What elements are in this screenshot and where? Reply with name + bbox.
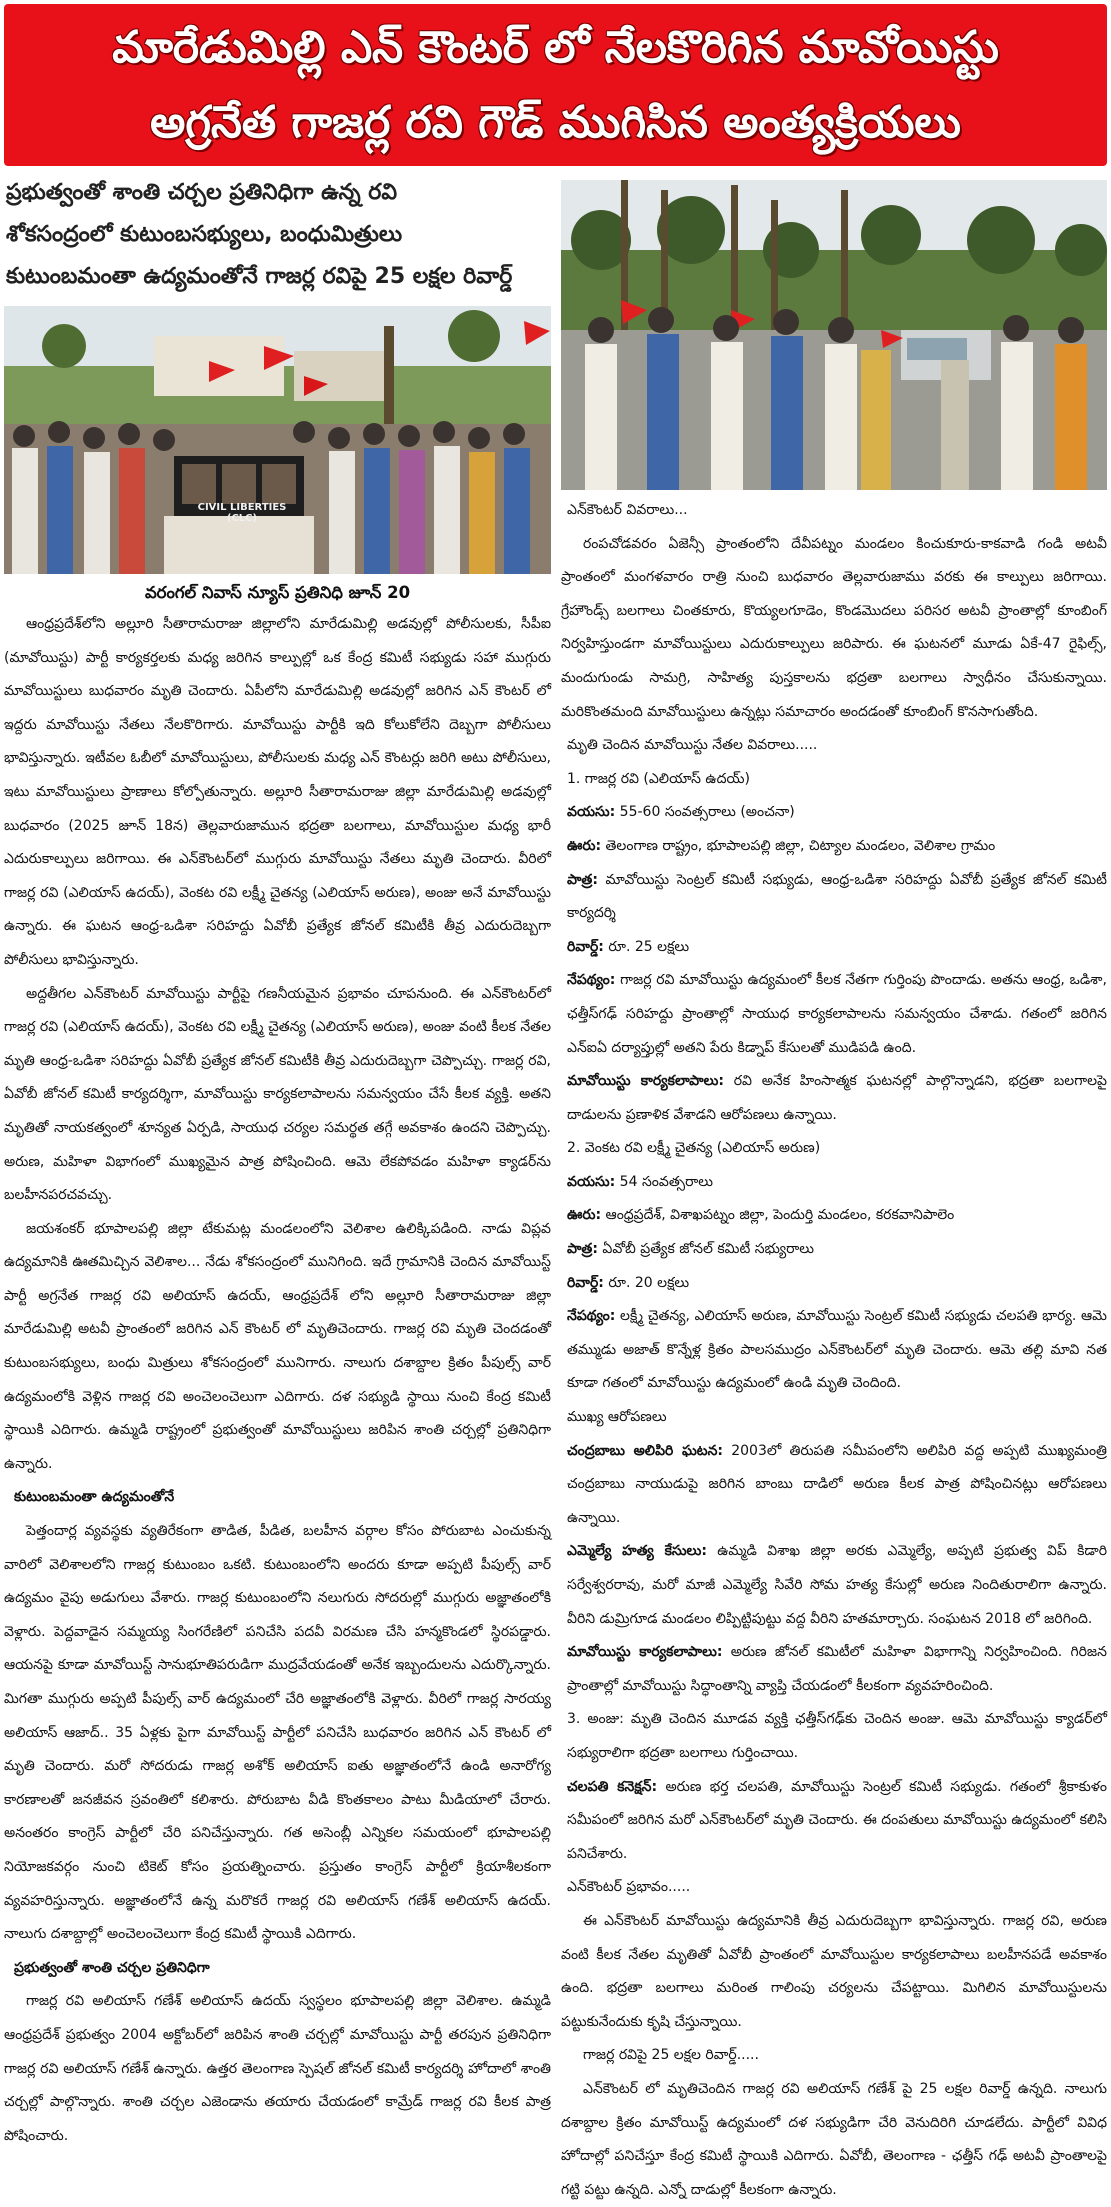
right-column <box>561 172 1108 2198</box>
section-heading: కుటుంబమంతా ఉద్యమంతోనే <box>14 1489 175 1506</box>
section-label: ఎన్‌కౌంటర్ ప్రభావం..... <box>567 1879 691 1896</box>
paragraph: గాజర్ల రవి అలియాస్ గణేశ్ అలియాస్ ఉదయ్ స్వస్థలం భూపాలపల్లి జిల్లా వెలిశాల. ఉమ్మడి ఆంధ్రప్రదేశ్ ప్రభుత్వం 2004 అక్టోబర్‌లో జరిపిన శాంతి చర్చల్లో మావోయిస్టు పార్టీ తరపున ప్రతినిధిగా గాజర్ల రవి అలియాస్ గణేశ్ ఉన్నారు. ఉత్తర తెలంగాణ స్పెషల్ జోనల్ కమిటీ కార్యదర్శి హోదాలో శాంతి చర్చల్లో పాల్గొన్నారు. శాంతి చర్చల ఎజెండాను తయారు చేయడంలో కామ్రేడ్ గాజర్ల రవి కీలక పాత్ర పోషించారు. <box>4 1993 551 2144</box>
detail-field <box>561 1267 1107 1301</box>
headline-line-2: అగ్రనేత గాజర్ల రవి గౌడ్ ముగిసిన అంత్యక్రియలు <box>150 96 961 148</box>
detail-field <box>561 931 1107 965</box>
paragraph: ఎన్‌కౌంటర్ లో మృతిచెందిన గాజర్ల రవి అలియాస్ గణేశ్ పై 25 లక్షల రివార్డ్ ఉన్నది. నాలుగు దశాబ్దాల క్రితం మావోయిస్ట్ ఉద్యమంలో దళ సభ్యుడిగా చేరి వెనుదిరిగి చూడలేదు. పార్టీలో వివిధ హోదాల్లో పనిచేస్తూ కేంద్ర కమిటీ స్థాయికి ఎదిగారు. ఏవోబీ, తెలంగాణ - ఛత్తీస్ గఢ్ అటవీ ప్రాంతాలపై గట్టి పట్టు ఉన్నది. ఎన్నో దాడుల్లో కీలకంగా ఉన్నారు. <box>561 2080 1107 2198</box>
detail-field <box>561 1535 1107 1636</box>
paragraph: రంపచోడవరం ఏజెన్సీ ప్రాంతంలోని దేవీపట్నం మండలం కించుకూరు-కాకవాడి గండి అటవీ ప్రాంతంలో మంగళవారం రాత్రి నుంచి బుధవారం తెల్లవారుజాము వరకు ఈ కాల్పులు జరిగాయి. గ్రేహౌండ్స్ బలగాలు చింతకూరు, కొయ్యలగూడెం, కొండమొదలు పరిసర అటవీ ప్రాంతాల్లో కూంబింగ్ నిర్వహిస్తుండగా మావోయిస్టులు ఎదురుకాల్పులు జరిపారు. ఈ ఘటనలో మూడు ఏకే-47 రైఫిల్స్, మందుగుండు సామగ్రి, సాహిత్య పుస్తకాలను భద్రతా బలగాలు స్వాధీనం చేసుకున్నాయి. మరికొంతమంది మావోయిస్టులు ఉన్నట్లు సమాచారం అందడంతో కూంబింగ్ కొనసాగుతోంది. <box>561 535 1107 720</box>
detail-field <box>561 830 1107 864</box>
section-heading: ప్రభుత్వంతో శాంతి చర్చల ప్రతినిధిగా <box>14 1959 210 1976</box>
detail-field <box>561 1233 1107 1267</box>
funeral-procession-photo <box>4 306 551 574</box>
field-value: లక్ష్మీ చైతన్య, ఎలియాస్ అరుణ, మావోయిస్టు సెంట్రల్ కమిటీ సభ్యుడు చలపతి భార్య. ఆమె తమ్ముడు అజాత్ కొన్నేళ్ల క్రితం పాలసముద్రం ఎన్‌కౌంటర్‌లో మృతి చెందారు. ఆమె తల్లి మావి నత కూడా గతంలో మావోయిస్టు ఉద్యమంలో ఉండి మృతి చెందింది. <box>567 1308 1107 1392</box>
field-value: 55-60 సంవత్సరాలు (అంచనా) <box>615 804 795 821</box>
detail-field <box>561 763 1107 797</box>
civil-liberties-banner-text: CIVIL LIBERTIES (CLC) <box>197 502 287 524</box>
paragraph: పెత్తందార్ల వ్యవస్థకు వ్యతిరేకంగా తాడిత, పీడిత, బలహీన వర్గాల కోసం పోరుబాట ఎంచుకున్న వారిలో వెలిశాలలోని గాజర్ల కుటుంబం ఒకటి. కుటుంబంలోని అందరు కూడా అప్పటి పీపుల్స్ వార్ ఉద్యమం వైపు అడుగులు వేశారు. గాజర్ల కుటుంబంలోని నలుగురు సోదరుల్లో ముగ్గురు అజ్ఞాతంలోకి వెళ్లారు. పెద్దవాడైన సమ్మయ్య సింగరేణిలో పనిచేసి పదవీ విరమణ చేసి హన్మకొండలో స్థిరపడ్డారు. ఆయనపై కూడా మావోయిస్ట్ సానుభూతిపరుడిగా ముద్రవేయడంతో అనేక ఇబ్బందులను ఎదుర్కొన్నారు. మిగతా ముగ్గురు అప్పటి పీపుల్స్ వార్ ఉద్యమంలో చేరి అజ్ఞాతంలోకి వెళ్లారు. వీరిలో గాజర్ల సారయ్య అలియాస్ ఆజాద్.. 35 ఏళ్లకు పైగా మావోయిస్ట్ పార్టీలో పనిచేసి బుధవారం జరిగిన ఎన్ కౌంటర్ లో మృతి చెందారు. మరో సోదరుడు గాజర్ల అశోక్ అలియాస్ ఐతు అజ్ఞాతంలోనే ఉండి అనారోగ్య కారణాలతో జనజీవన స్రవంతిలో కలిశారు. పోరుబాట వీడి కొంతకాలం పాటు మీడియాలో చేరారు. అనంతరం కాంగ్రెస్ పార్టీలో చేరి పనిచేస్తున్నారు. గత అసెంబ్లీ ఎన్నికల సమయంలో భూపాలపల్లి నియోజకవర్గం నుంచి టికెట్ కోసం ప్రయత్నించారు. ప్రస్తుతం కాంగ్రెస్ పార్టీలో క్రియాశీలకంగా వ్యవహరిస్తున్నారు. అజ్ఞాతంలోనే ఉన్న మరొకరే గాజర్ల రవి అలియాస్ గణేశ్ అలియాస్ ఉదయ్. నాలుగు దశాబ్దాల్లో అంచెలంచెలుగా కేంద్ర కమిటీ స్థాయికి ఎదిగారు. <box>4 1523 551 1943</box>
march-photo <box>561 180 1107 490</box>
detail-field <box>561 1065 1107 1132</box>
detail-field <box>561 1703 1107 1770</box>
detail-field <box>561 1166 1107 1200</box>
section-label: ఎన్‌కౌంటర్ వివరాలు... <box>567 502 688 518</box>
field-value: ఉమ్మడి విశాఖ జిల్లా అరకు ఎమ్మెల్యే, అప్పటి ప్రభుత్వ విప్ కిడారి సర్వేశ్వరరావు, మరో మాజీ ఎమ్మెల్యే సివేరి సోమ హత్య కేసుల్లో అరుణ నిందితురాలిగా ఉన్నారు. వీరిని డుమ్రిగూడ మండలం లిప్పిట్టిపుట్టు వద్ద వీరిని హతమార్చారు. సంఘటన 2018 లో జరిగింది. <box>567 1543 1108 1627</box>
paragraph: గాజర్ల రవిపై 25 లక్షల రివార్డ్..... <box>583 2047 759 2064</box>
field-label: చంద్రబాబు అలిపిరి ఘటన: <box>567 1442 724 1459</box>
field-value: తెలంగాణ రాష్ట్రం, భూపాలపల్లి జిల్లా, చిట్యాల మండలం, వెలిశాల గ్రామం <box>601 837 996 854</box>
field-value: 3. అంజు: మృతి చెందిన మూడవ వ్యక్తి ఛత్తీస్‌గఢ్‌కు చెందిన అంజు. ఆమె మావోయిస్టు క్యాడర్‌లో సభ్యురాలిగా భద్రతా బలగాలు గుర్తించాయి. <box>567 1711 1107 1761</box>
field-label: పాత్ర: <box>567 871 598 888</box>
subheading-2: శోకసంద్రంలో కుటుంబసభ్యులు, బంధుమిత్రులు <box>6 222 403 247</box>
field-value: ఏవోబీ ప్రత్యేక జోనల్ కమిటీ సభ్యురాలు <box>597 1241 815 1258</box>
field-value: రవి అనేక హింసాత్మక ఘటనల్లో పాల్గొన్నాడని, భద్రతా బలగాలపై దాడులను ప్రణాళిక వేశాడని ఆరోపణలు ఉన్నాయి. <box>567 1073 1107 1123</box>
detail-field <box>561 1300 1107 1401</box>
field-value: రూ. 20 లక్షలు <box>603 1274 690 1291</box>
paragraph: ఈ ఎన్‌కౌంటర్ మావోయిస్టు ఉద్యమానికి తీవ్ర ఎదురుదెబ్బగా భావిస్తున్నారు. గాజర్ల రవి, అరుణ వంటి కీలక నేతల మృతితో ఏవోబీ ప్రాంతంలో మావోయిస్టుల కార్యకలాపాలు బలహీనపడే అవకాశం ఉంది. భద్రతా బలగాలు మరింత గాలింపు చర్యలను చేపట్టాయి. మిగిలిన మావోయిస్టులను పట్టుకునేందుకు కృషి చేస్తున్నాయి. <box>561 1912 1107 2030</box>
paragraph: జయశంకర్ భూపాలపల్లి జిల్లా టేకుమట్ల మండలంలోని వెలిశాల ఉలిక్కిపడింది. నాడు విప్లవ ఉద్యమానికి ఊతమిచ్చిన వెలిశాల... నేడు శోకసంద్రంలో మునిగింది. ఇదే గ్రామానికి చెందిన మావోయిస్ట్ పార్టీ అగ్రనేత గాజర్ల రవి అలియాస్ ఉదయ్, ఆంధ్రప్రదేశ్ లోని అల్లూరి సీతారామరాజు జిల్లా మారేడుమిల్లి అటవీ ప్రాంతంలో జరిగిన ఎన్ కౌంటర్ లో మృతిచెందారు. గాజర్ల రవి మృతి చెందడంతో కుటుంబసభ్యులు, బంధు మిత్రులు శోకసంద్రంలో మునిగారు. నాలుగు దశాబ్దాల క్రితం పీపుల్స్ వార్ ఉద్యమంలోకి వెళ్లిన గాజర్ల రవి అంచెలంచెలుగా ఎదిగారు. దళ సభ్యుడి స్థాయి నుంచి కేంద్ర కమిటీ స్థాయికి ఎదిగారు. ఉమ్మడి రాష్ట్రంలో ప్రభుత్వంతో మావోయిస్టులు జరిపిన శాంతి చర్చల్లో ప్రతినిధిగా ఉన్నారు. <box>4 1220 551 1472</box>
field-value: మావోయిస్టు సెంట్రల్ కమిటీ సభ్యుడు, ఆంధ్ర-ఒడిశా సరిహద్దు ఏవోబీ ప్రత్యేక జోనల్ కమిటీ కార్యదర్శి <box>567 871 1107 922</box>
field-value: 2. వెంకట రవి లక్ష్మీ చైతన్య (ఎలియాస్ అరుణ) <box>567 1140 821 1157</box>
headline-banner <box>4 4 1107 166</box>
dateline: వరంగల్ నివాస్ న్యూస్ ప్రతినిధి జూన్ 20 <box>144 583 411 602</box>
field-label: వయసు: <box>567 1173 616 1190</box>
field-label: ఊరు: <box>567 837 602 854</box>
field-label: పాత్ర: <box>567 1241 598 1258</box>
field-value: 54 సంవత్సరాలు <box>615 1173 713 1190</box>
field-label: మావోయిస్టు కార్యకలాపాలు: <box>567 1644 723 1661</box>
field-label: ఊరు: <box>567 1207 602 1224</box>
field-value: 2003లో తిరుపతి సమీపంలోని అలిపిరి వద్ద అప్పటి ముఖ్యమంత్రి చంద్రబాబు నాయుడుపై జరిగిన బాంబు దాడిలో అరుణ కీలక పాత్ర పోషించినట్లు ఆరోపణలు ఉన్నాయి. <box>567 1442 1107 1526</box>
subheading-1: ప్రభుత్వంతో శాంతి చర్చల ప్రతినిధిగా ఉన్న రవి <box>6 180 397 205</box>
field-label: నేపథ్యం: <box>567 1308 616 1325</box>
detail-field <box>561 964 1107 1065</box>
subheadings <box>4 172 551 302</box>
subheading-3: కుటుంబమంతా ఉద్యమంతోనే గాజర్ల రవిపై 25 లక్షల రివార్డ్ <box>6 264 513 289</box>
detail-field <box>561 1199 1107 1233</box>
detail-field <box>561 1132 1107 1166</box>
field-value: అరుణ జోనల్ కమిటీలో మహిళా విభాగాన్ని నిర్వహించింది. గిరిజన ప్రాంతాల్లో మావోయిస్టు సిద్ధాంతాన్ని వ్యాప్తి చేయడంలో కీలకంగా వ్యవహరించింది. <box>567 1644 1107 1694</box>
detail-field <box>561 796 1107 830</box>
field-value: అరుణ భర్త చలపతి, మావోయిస్టు సెంట్రల్ కమిటీ సభ్యుడు. గతంలో శ్రీకాకుళం సమీపంలో జరిగిన మరో ఎన్‌కౌంటర్‌లో మృతి చెందారు. ఈ దంపతులు మావోయిస్టు ఉద్యమంలో కలిసి పనిచేశారు. <box>567 1778 1107 1862</box>
field-value: రూ. 25 లక్షలు <box>603 938 690 955</box>
detail-field <box>561 864 1107 931</box>
section-label: మృతి చెందిన మావోయిస్టు నేతల వివరాలు..... <box>567 737 818 754</box>
paragraph: అద్దతీగల ఎన్‌కౌంటర్ మావోయిస్టు పార్టీపై గణనీయమైన ప్రభావం చూపనుంది. ఈ ఎన్‌కౌంటర్‌లో గాజర్ల రవి (ఎలియాస్ ఉదయ్), వెంకట రవి లక్ష్మీ చైతన్య (ఎలియాస్ అరుణ), అంజు వంటి కీలక నేతల మృతి ఆంధ్ర-ఒడిశా సరిహద్దు ఏవోబీ ప్రత్యేక జోనల్ కమిటీకి తీవ్ర ఎదురుదెబ్బగా చెప్పొచ్చు. గాజర్ల రవి, ఏవోబీ జోనల్ కమిటీ కార్యదర్శిగా, మావోయిస్టు కార్యకలాపాలను సమన్వయం చేసే కీలక వ్యక్తి. అతని మృతితో నాయకత్వంలో శూన్యత ఏర్పడి, సాయుధ చర్యల సమర్థత తగ్గే అవకాశం ఉందని చెప్పొచ్చు. అరుణ, మహిళా విభాగంలో ముఖ్యమైన పాత్ర పోషించింది. ఆమె లేకపోవడం మహిళా క్యాడర్‌ను బలహీనపరచవచ్చు. <box>4 985 551 1204</box>
section-label: ముఖ్య ఆరోపణలు <box>567 1409 667 1426</box>
field-label: మావోయిస్టు కార్యకలాపాలు: <box>567 1073 724 1090</box>
field-value: 1. గాజర్ల రవి (ఎలియాస్ ఉదయ్) <box>567 770 750 787</box>
left-article-body <box>4 608 551 2153</box>
field-label: వయసు: <box>567 804 616 821</box>
field-label: రివార్డ్: <box>567 938 604 955</box>
field-label: నేపథ్యం: <box>567 972 616 989</box>
paragraph: ఆంధ్రప్రదేశ్‌లోని అల్లూరి సీతారామరాజు జిల్లాలోని మారేడుమిల్లి అడవుల్లో పోలీసులకు, సీపీఐ (మావోయిస్టు) పార్టీ కార్యకర్తలకు మధ్య జరిగిన కాల్పుల్లో ఒక కేంద్ర కమిటీ సభ్యుడు సహా ముగ్గురు మావోయిస్టులు బుధవారం మృతి చెందారు. ఏపీలోని మారేడుమిల్లి అడవుల్లో జరిగిన ఎన్ కౌంటర్ లో ఇద్దరు మావోయిస్టు నేతలు నేలకొరిగారు. మావోయిస్టు పార్టీకి ఇది కోలుకోలేని దెబ్బగా పోలీసులు భావిస్తున్నారు. ఇటీవల ఓబీలో మావోయిస్టులు, పోలీసులకు మధ్య ఎన్ కౌంటర్లు జరిగి అటు పోలీసులు, ఇటు మావోయిస్టులు ప్రాణాలు కోల్పోతున్నారు. అల్లూరి సీతారామరాజు జిల్లా మారేడుమిల్లి అడవుల్లో బుధవారం (2025 జూన్ 18న) తెల్లవారుజామున భద్రతా బలగాలు, మావోయిస్టుల మధ్య భారీ ఎదురుకాల్పులు జరిగాయి. ఈ ఎన్‌కౌంటర్‌లో ముగ్గురు మావోయిస్టు నేతలు మృతి చెందారు. వీరిలో గాజర్ల రవి (ఎలియాస్ ఉదయ్), వెంకట రవి లక్ష్మీ చైతన్య (ఎలియాస్ అరుణ), అంజు అనే మావోయిస్టు ఉన్నారు. ఈ ఘటన ఆంధ్ర-ఒడిశా సరిహద్దు ఏవోబీ ప్రత్యేక జోనల్ కమిటీకి తీవ్ర ఎదురుదెబ్బగా పోలీసులు భావిస్తున్నారు. <box>4 616 552 968</box>
detail-field <box>561 1435 1107 1536</box>
detail-field <box>561 1771 1107 1872</box>
headline-line-1: మారేడుమిల్లి ఎన్ కౌంటర్ లో నేలకొరిగిన మావోయిస్టు <box>112 21 999 73</box>
right-article-body <box>561 494 1107 2207</box>
left-column <box>4 172 552 2144</box>
field-label: రివార్డ్: <box>567 1274 604 1291</box>
detail-field <box>561 1636 1107 1703</box>
field-value: ఆంధ్రప్రదేశ్, విశాఖపట్నం జిల్లా, పెందుర్తి మండలం, కరకవానిపాలెం <box>601 1207 955 1224</box>
field-label: చలపతి కనెక్షన్: <box>567 1778 658 1795</box>
field-value: గాజర్ల రవి మావోయిస్టు ఉద్యమంలో కీలక నేతగా గుర్తింపు పొందాడు. అతను ఆంధ్ర, ఒడిశా, ఛత్తీస్‌గఢ్ సరిహద్దు ప్రాంతాల్లో సాయుధ కార్యకలాపాలను సమన్వయం చేశాడు. గతంలో జరిగిన ఎన్ఐఏ దర్యాప్తుల్లో అతని పేరు కిడ్నాప్ కేసులతో ముడిపడి ఉంది. <box>567 972 1107 1056</box>
field-label: ఎమ్మెల్యే హత్య కేసులు: <box>567 1543 707 1560</box>
